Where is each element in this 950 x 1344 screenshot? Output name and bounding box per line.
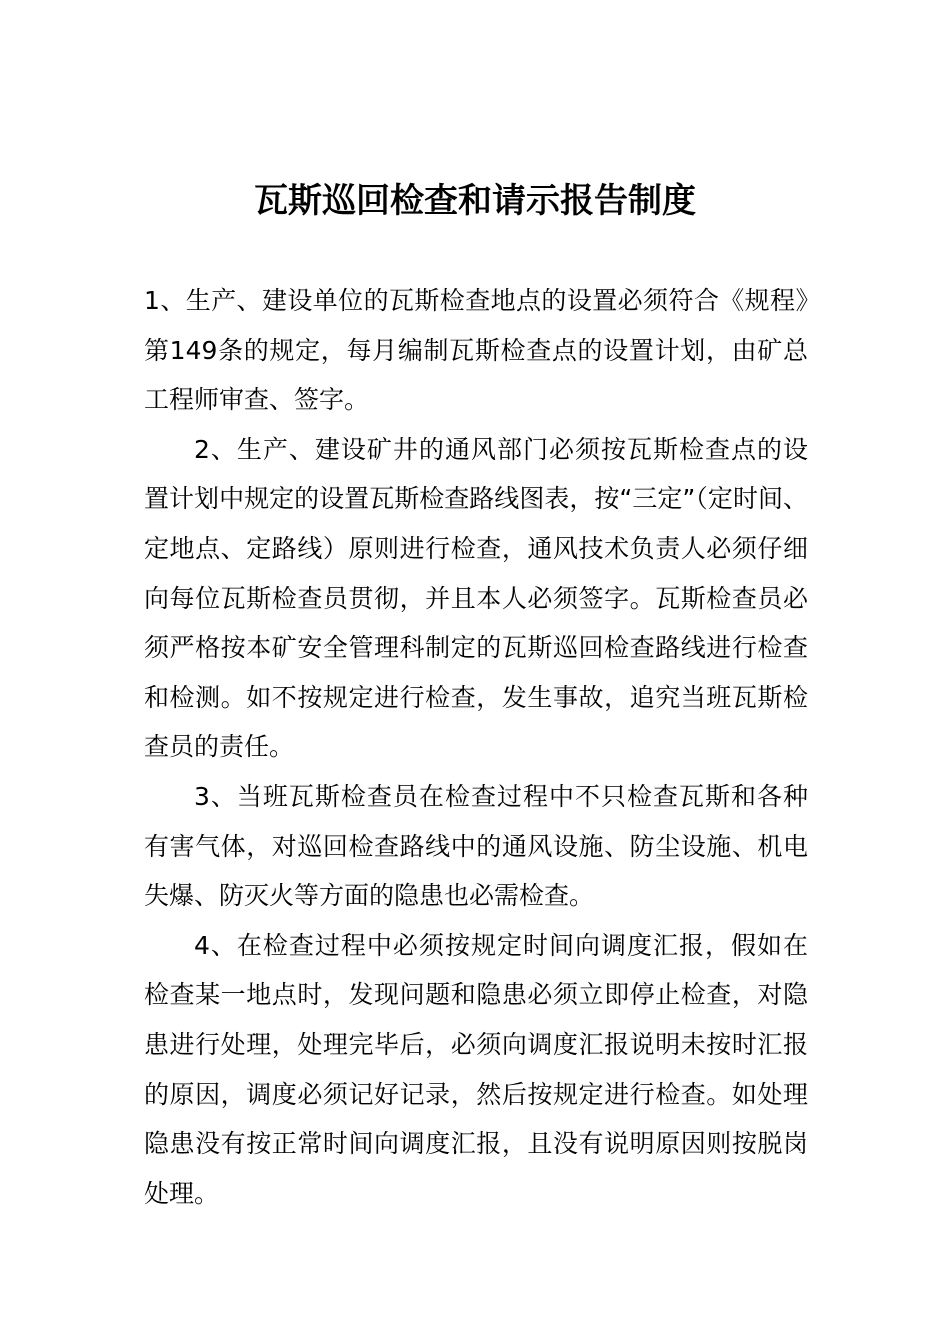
paragraph-1: 1、生产、建设单位的瓦斯检查地点的设置必须符合《规程》第149条的规定，每月编制瓦斯检查点的设置计划，由矿总工程师审查、签字。 bbox=[144, 286, 808, 415]
paragraph-3: 3、当班瓦斯检查员在检查过程中不只检查瓦斯和各种有害气体，对巡回检查路线中的通风设施、防尘设施、机电失爆、防灭火等方面的隐患也必需检查。 bbox=[144, 781, 808, 911]
document-body bbox=[144, 276, 808, 1218]
paragraph-4: 4、在检查过程中必须按规定时间向调度汇报，假如在检查某一地点时，发现问题和隐患必须立即停止检查，对隐患进行处理，处理完毕后，必须向调度汇报说明未按时汇报的原因，调度必须记好记录，然后按规定进行检查。如处理隐患没有按正常时间向调度汇报，且没有说明原因则按脱岗处理。 bbox=[144, 930, 808, 1208]
document-title: 瓦斯巡回检查和请示报告制度 bbox=[254, 181, 696, 221]
paragraph-2: 2、生产、建设矿井的通风部门必须按瓦斯检查点的设置计划中规定的设置瓦斯检查路线图表，按“三定”（定时间、定地点、定路线）原则进行检查，通风技术负责人必须仔细向每位瓦斯检查员贯彻，并且本人必须签字。瓦斯检查员必须严格按本矿安全管理科制定的瓦斯巡回检查路线进行检查和检测。如不按规定进行检查，发生事故，追究当班瓦斯检查员的责任。 bbox=[144, 434, 808, 762]
